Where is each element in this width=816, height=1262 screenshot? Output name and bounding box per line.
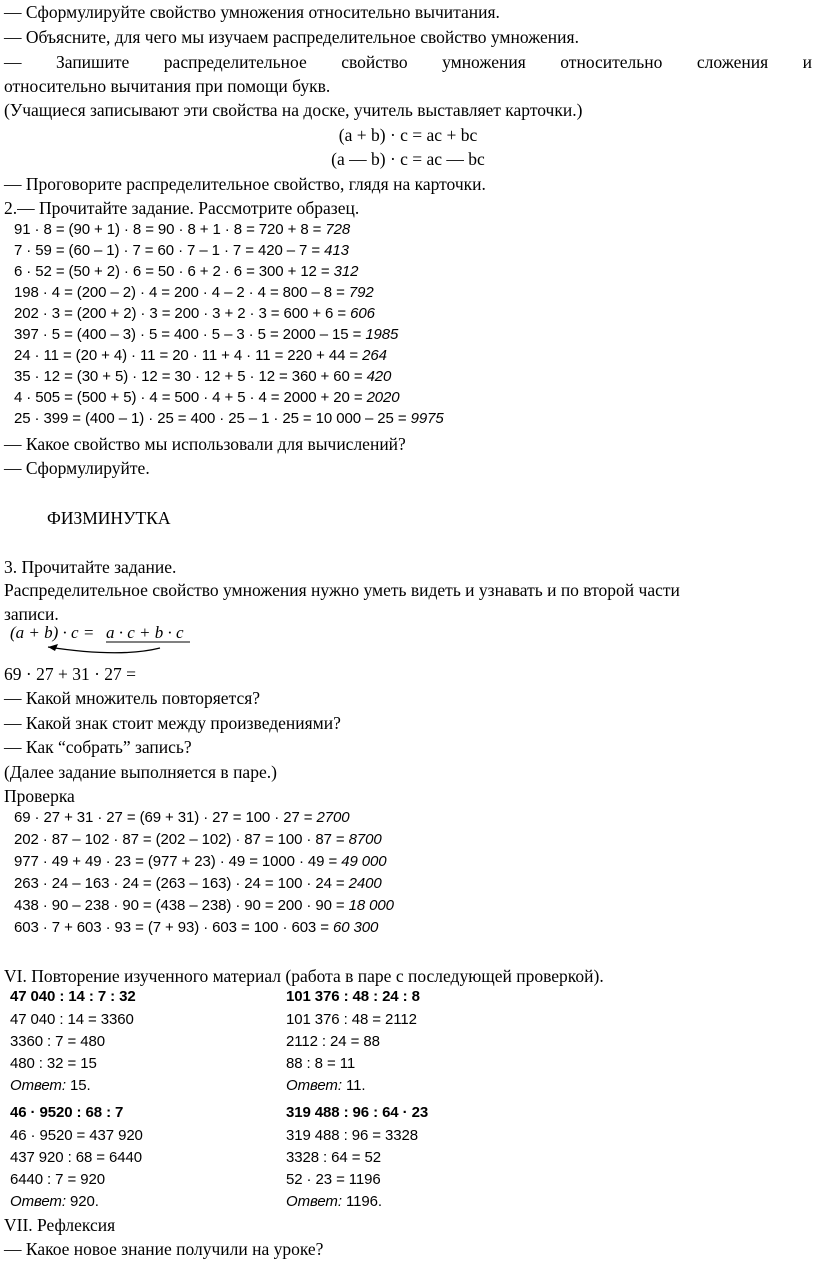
example-row: 4 · 505 = (500 + 5) · 4 = 500 · 4 + 5 · 4 = 2000 + 20 = 2020 bbox=[14, 389, 400, 406]
exercise-answer: Ответ: 11. bbox=[286, 1077, 366, 1094]
exercise-step: 480 : 32 = 15 bbox=[10, 1055, 97, 1072]
example-row: 24 · 11 = (20 + 4) · 11 = 20 · 11 + 4 · 11 = 220 + 44 = 264 bbox=[14, 347, 387, 364]
question-line: — Какой множитель повторяется? bbox=[4, 688, 261, 708]
formula-right: a · c + b · c bbox=[106, 623, 184, 642]
check-title: Проверка bbox=[4, 786, 75, 806]
exercise-step: 47 040 : 14 = 3360 bbox=[10, 1011, 134, 1028]
example-row: 7 · 59 = (60 – 1) · 7 = 60 · 7 – 1 · 7 = 420 – 7 = 413 bbox=[14, 242, 349, 259]
check-row: 603 · 7 + 603 · 93 = (7 + 93) · 603 = 100 · 603 = 60 300 bbox=[14, 919, 379, 936]
exercise-step: 2112 : 24 = 88 bbox=[286, 1033, 380, 1050]
question-line: — Как “собрать” запись? bbox=[4, 737, 192, 757]
exercise-step: 319 488 : 96 = 3328 bbox=[286, 1127, 418, 1144]
example-row: 6 · 52 = (50 + 2) · 6 = 50 · 6 + 2 · 6 = 300 + 12 = 312 bbox=[14, 263, 359, 280]
exercise-step: 3328 : 64 = 52 bbox=[286, 1149, 381, 1166]
exercise-answer: Ответ: 1196. bbox=[286, 1193, 382, 1210]
intro-line: относительно вычитания при помощи букв. bbox=[4, 76, 331, 96]
exercise-step: 6440 : 7 = 920 bbox=[10, 1171, 105, 1188]
card-formula: (a + b) · c = ac + bc bbox=[338, 125, 478, 145]
intro-line: — Запишите распределительное свойство умножения относительно сложения и bbox=[4, 52, 812, 72]
task2-title: 2.— Прочитайте задание. Рассмотрите образец. bbox=[4, 198, 360, 218]
question-line: — Какое свойство мы использовали для вычислений? bbox=[4, 434, 406, 454]
intro-line: (Учащиеся записывают эти свойства на доске, учитель выставляет карточки.) bbox=[4, 100, 583, 120]
arrow-curve bbox=[48, 647, 160, 653]
exercise-step: 3360 : 7 = 480 bbox=[10, 1033, 105, 1050]
exercise-title: 47 040 : 14 : 7 : 32 bbox=[10, 988, 136, 1005]
task3-text: Распределительное свойство умножения нужно уметь видеть и узнавать и по второй части bbox=[4, 580, 680, 600]
task3-text: записи. bbox=[4, 604, 59, 624]
intro-line: — Объясните, для чего мы изучаем распределительное свойство умножения. bbox=[4, 27, 579, 47]
exercise-title: 101 376 : 48 : 24 : 8 bbox=[286, 988, 420, 1005]
card-formula: (a — b) · c = ac — bc bbox=[331, 149, 485, 169]
exercise-step: 52 · 23 = 1196 bbox=[286, 1171, 381, 1188]
check-row: 69 · 27 + 31 · 27 = (69 + 31) · 27 = 100 · 27 = 2700 bbox=[14, 809, 350, 826]
example-row: 198 · 4 = (200 – 2) · 4 = 200 · 4 – 2 · 4 = 800 – 8 = 792 bbox=[14, 284, 374, 301]
formula-left: (a + b) · c = bbox=[10, 623, 95, 642]
example-row: 25 · 399 = (400 – 1) · 25 = 400 · 25 – 1 · 25 = 10 000 – 25 = 9975 bbox=[14, 410, 444, 427]
check-row: 202 · 87 – 102 · 87 = (202 – 102) · 87 = 100 · 87 = 8700 bbox=[14, 831, 382, 848]
example-row: 397 · 5 = (400 – 3) · 5 = 400 · 5 – 3 · 5 = 2000 – 15 = 1985 bbox=[14, 326, 399, 343]
exercise-answer: Ответ: 920. bbox=[10, 1193, 99, 1210]
exercise-step: 46 · 9520 = 437 920 bbox=[10, 1127, 143, 1144]
distributive-formula-figure bbox=[10, 622, 250, 660]
exercise-step: 437 920 : 68 = 6440 bbox=[10, 1149, 142, 1166]
exercise-step: 101 376 : 48 = 2112 bbox=[286, 1011, 417, 1028]
exercise-step: 88 : 8 = 11 bbox=[286, 1055, 356, 1072]
question-line: (Далее задание выполняется в паре.) bbox=[4, 762, 277, 782]
example-row: 202 · 3 = (200 + 2) · 3 = 200 · 3 + 2 · 3 = 600 + 6 = 606 bbox=[14, 305, 375, 322]
section6-title: VI. Повторение изученного материал (работа в паре с последующей проверкой). bbox=[4, 966, 604, 986]
arrow-head-icon bbox=[48, 644, 58, 651]
task3-expression: 69 · 27 + 31 · 27 = bbox=[4, 664, 137, 684]
exercise-title: 319 488 : 96 : 64 · 23 bbox=[286, 1104, 429, 1121]
check-row: 438 · 90 – 238 · 90 = (438 – 238) · 90 = 200 · 90 = 18 000 bbox=[14, 897, 394, 914]
check-row: 977 · 49 + 49 · 23 = (977 + 23) · 49 = 1000 · 49 = 49 000 bbox=[14, 853, 387, 870]
example-row: 91 · 8 = (90 + 1) · 8 = 90 · 8 + 1 · 8 = 720 + 8 = 728 bbox=[14, 221, 351, 238]
intro-line: — Сформулируйте свойство умножения относительно вычитания. bbox=[4, 2, 500, 22]
section7-title: VII. Рефлексия bbox=[4, 1215, 116, 1235]
exercise-answer: Ответ: 15. bbox=[10, 1077, 91, 1094]
question-line: — Какой знак стоит между произведениями? bbox=[4, 713, 341, 733]
example-row: 35 · 12 = (30 + 5) · 12 = 30 · 12 + 5 · 12 = 360 + 60 = 420 bbox=[14, 368, 392, 385]
fizminutka-heading: ФИЗМИНУТКА bbox=[47, 508, 171, 528]
instruction-line: — Проговорите распределительное свойство, глядя на карточки. bbox=[4, 174, 486, 194]
question-line: — Какое новое знание получили на уроке? bbox=[4, 1239, 324, 1259]
exercise-title: 46 · 9520 : 68 : 7 bbox=[10, 1104, 124, 1121]
question-line: — Сформулируйте. bbox=[4, 458, 150, 478]
check-row: 263 · 24 – 163 · 24 = (263 – 163) · 24 = 100 · 24 = 2400 bbox=[14, 875, 382, 892]
task3-title: 3. Прочитайте задание. bbox=[4, 557, 177, 577]
